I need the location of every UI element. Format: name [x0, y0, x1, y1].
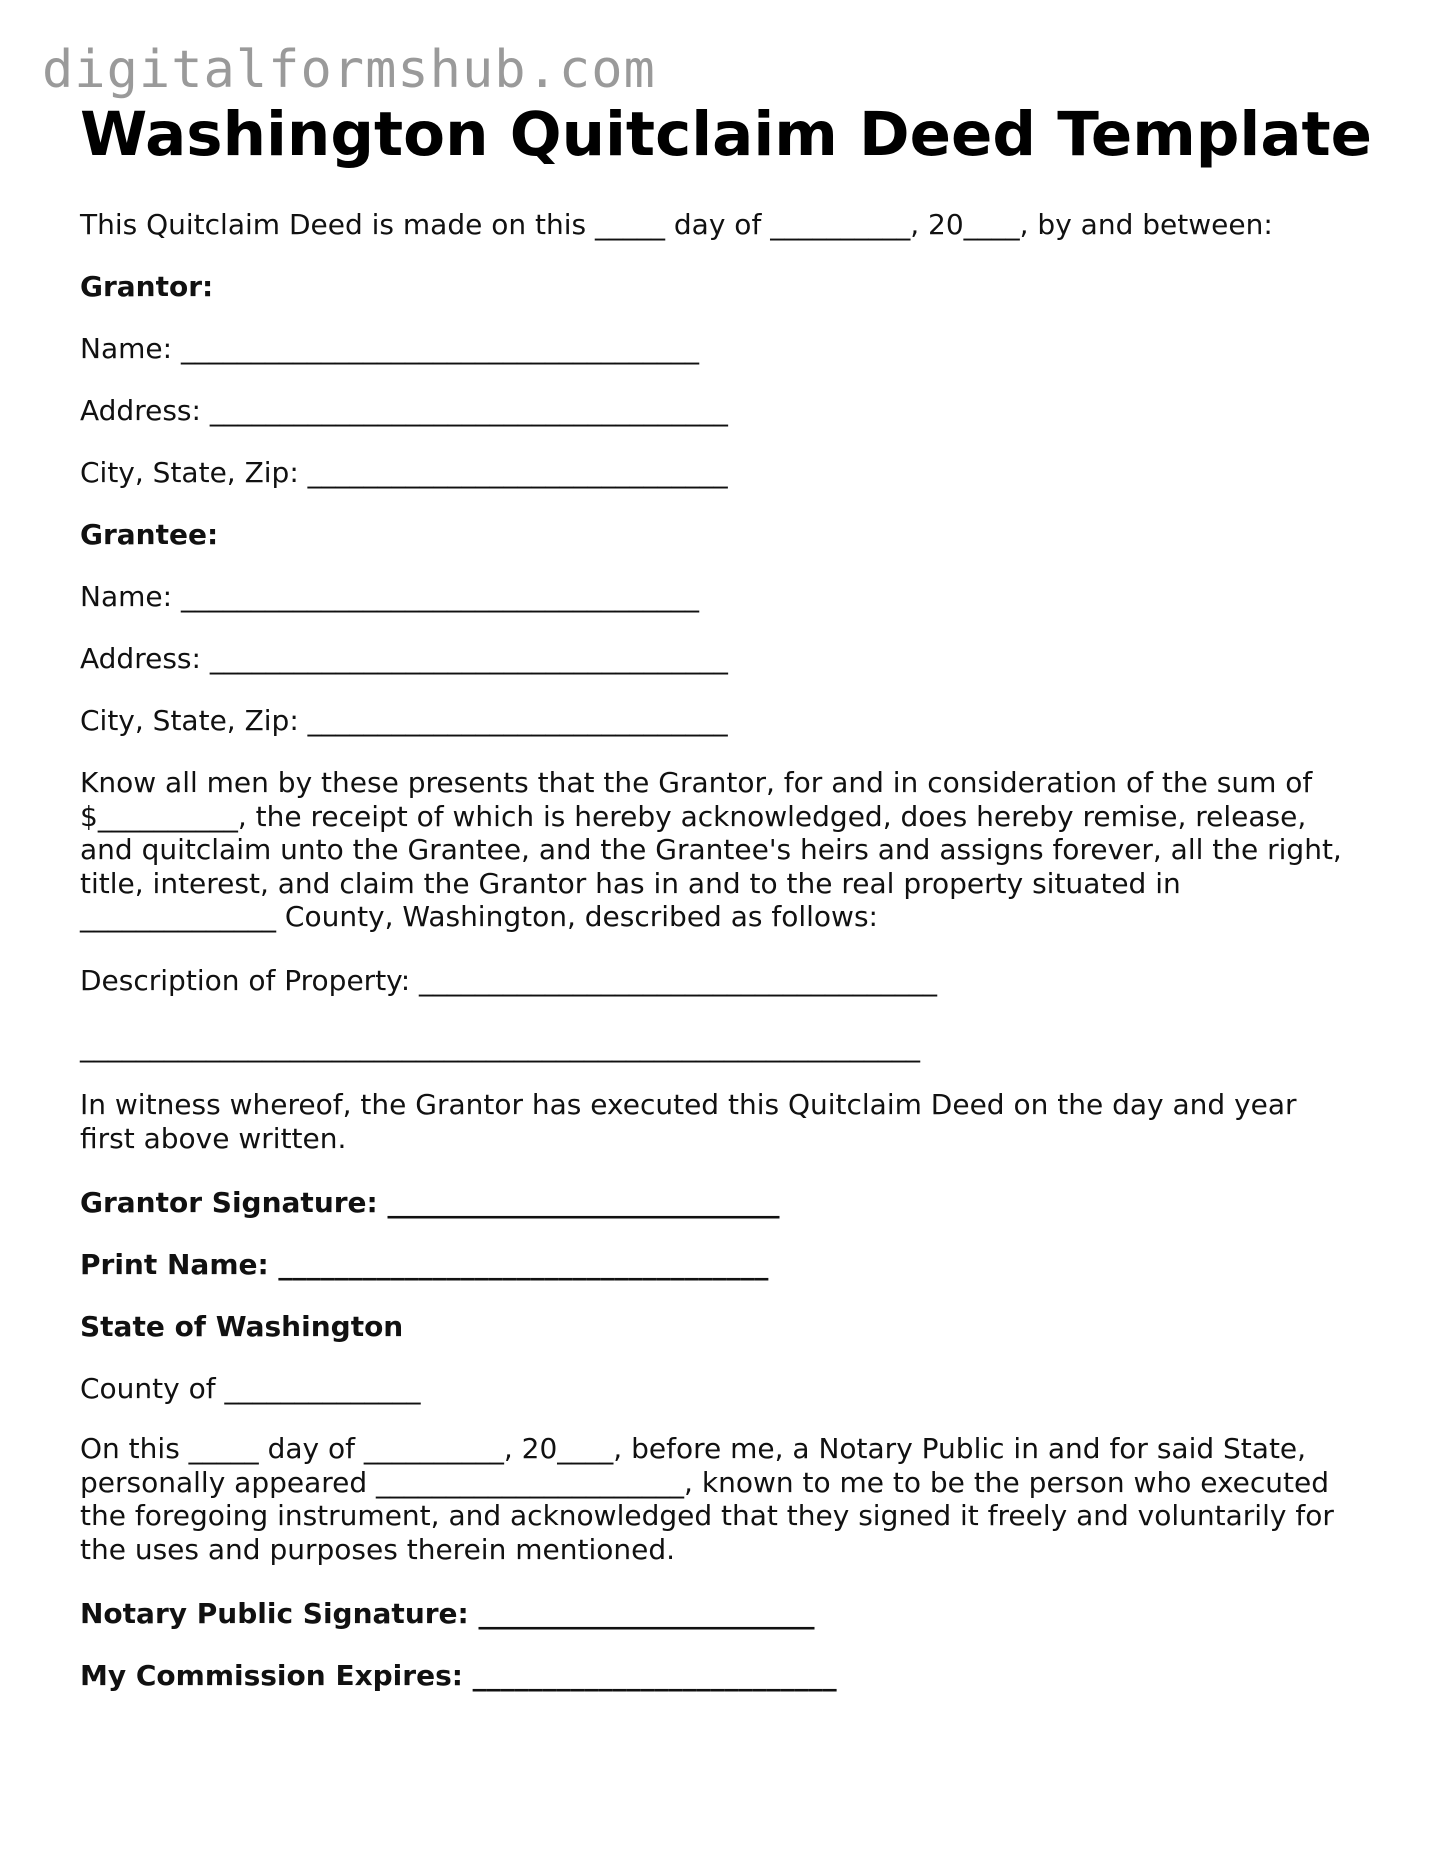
commission-expires-field: My Commission Expires: __________________________ [80, 1659, 837, 1692]
property-description-extra-line: ____________________________________________________________ [80, 1030, 920, 1063]
grantor-city-state-zip-field: City, State, Zip: ______________________________ [80, 456, 728, 489]
conveyance-paragraph: Know all men by these presents that the Grantor, for and in consideration of the sum of $__________, the receipt of which is hereby acknowledged, does hereby remise, release, and quitclaim unto the Grantee, and the Grantee's heirs and assigns forever, all the right, title, interest, and claim the Grantor has in and to the real property situated in ______________ County, Washington, described as follows: [80, 766, 1342, 934]
page-title: Washington Quitclaim Deed Template [80, 99, 1373, 170]
grantee-address-field: Address: _____________________________________ [80, 642, 728, 675]
print-name-field: Print Name: ___________________________________ [80, 1248, 769, 1281]
grantor-signature-field: Grantor Signature: ____________________________ [80, 1186, 780, 1219]
intro-line: This Quitclaim Deed is made on this _____ day of __________, 20____, by and between: [80, 208, 1273, 241]
grantor-name-field: Name: _____________________________________ [80, 332, 699, 365]
notary-signature-field: Notary Public Signature: ________________________ [80, 1597, 815, 1630]
grantor-heading: Grantor: [80, 270, 214, 303]
property-description-field: Description of Property: _____________________________________ [80, 964, 938, 997]
county-field: County of ______________ [80, 1372, 421, 1405]
witness-paragraph: In witness whereof, the Grantor has executed this Quitclaim Deed on the day and year first above written. [80, 1088, 1297, 1155]
state-heading: State of Washington [80, 1310, 404, 1343]
grantor-address-field: Address: _____________________________________ [80, 394, 728, 427]
watermark: digitalformshub.com [42, 40, 656, 100]
grantee-city-state-zip-field: City, State, Zip: ______________________________ [80, 704, 728, 737]
notary-paragraph: On this _____ day of __________, 20____, before me, a Notary Public in and for said State, personally appeared ______________________, known to me to be the person who executed the foregoing instrument, and acknowledged that they signed it freely and voluntarily for the uses and purposes therein mentioned. [80, 1432, 1334, 1566]
grantee-name-field: Name: _____________________________________ [80, 580, 699, 613]
grantee-heading: Grantee: [80, 518, 219, 551]
